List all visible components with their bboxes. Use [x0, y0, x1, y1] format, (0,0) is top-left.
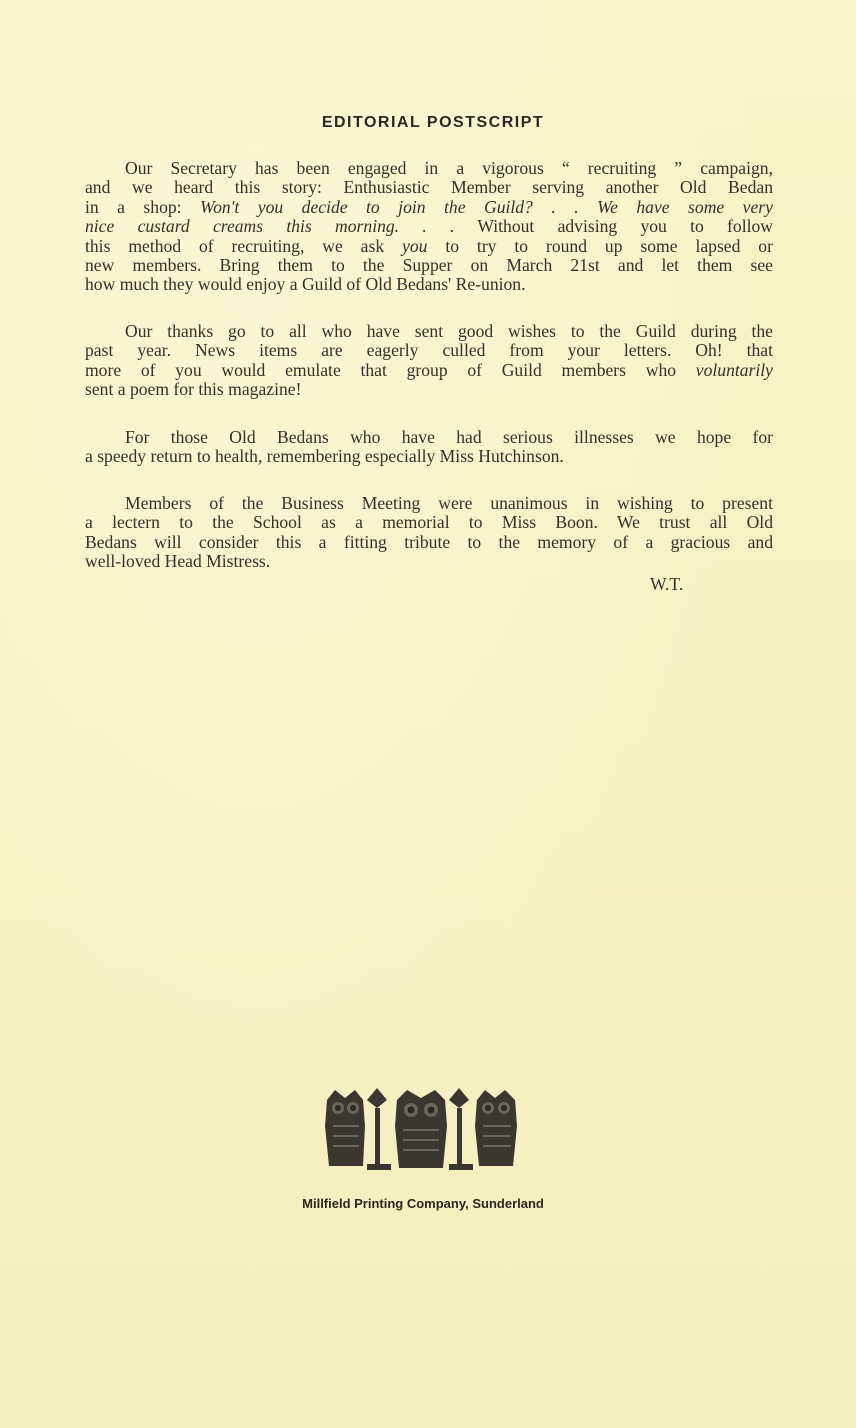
text-line	[85, 237, 773, 256]
paragraph-illness	[85, 428, 773, 467]
text-line: For those Old Bedans who have had serious illnesses we hope for	[125, 427, 773, 447]
italic-quote: We have some very	[597, 196, 773, 217]
text-line: Bedans will consider this a fitting tribute to the memory of a gracious and	[85, 531, 773, 552]
italic-word: you	[402, 235, 428, 256]
signature-initials: W.T.	[650, 574, 684, 594]
italic-quote: Won't you decide to join the Guild? . .	[200, 196, 579, 217]
text-line: a speedy return to health, remembering especially Miss Hutchinson.	[85, 446, 564, 467]
printer-credit: Millfield Printing Company, Sunderland	[302, 1196, 544, 1211]
paragraph-memorial	[85, 494, 773, 572]
paragraph-thanks	[85, 322, 773, 400]
text-line: how much they would enjoy a Guild of Old Bedans' Re-union.	[85, 274, 526, 295]
text-span: to try to round up some lapsed or	[445, 235, 773, 256]
text-line: and we heard this story: Enthusiastic Member serving another Old Bedan	[85, 177, 773, 198]
text-line	[85, 361, 773, 380]
text-line: sent a poem for this magazine!	[85, 379, 302, 400]
text-line: past year. News items are eagerly culled from your letters. Oh! that	[85, 340, 773, 361]
text-line	[85, 198, 773, 217]
text-line	[85, 217, 773, 236]
text-line: Members of the Business Meeting were unanimous in wishing to present	[125, 493, 773, 513]
text-line: Our Secretary has been engaged in a vigorous “ recruiting ” campaign,	[125, 158, 773, 178]
text-line: new members. Bring them to the Supper on March 21st and let them see	[85, 255, 773, 276]
text-line: well-loved Head Mistress.	[85, 551, 271, 572]
text-span: Without advising you to follow	[477, 216, 773, 237]
italic-quote: nice custard creams this morning. . .	[85, 216, 455, 237]
text-span: more of you would emulate that group of Guild members who	[85, 359, 677, 380]
text-line: a lectern to the School as a memorial to Miss Boon. We trust all Old	[85, 512, 773, 533]
italic-word: voluntarily	[695, 359, 773, 380]
paragraph-recruiting	[85, 159, 773, 295]
text-line: Our thanks go to all who have sent good wishes to the Guild during the	[125, 321, 773, 341]
text-span: in a shop:	[85, 196, 182, 217]
page-title: EDITORIAL POSTSCRIPT	[321, 114, 545, 131]
text-span: this method of recruiting, we ask	[85, 235, 385, 256]
owls-emblem-icon	[323, 1086, 519, 1176]
